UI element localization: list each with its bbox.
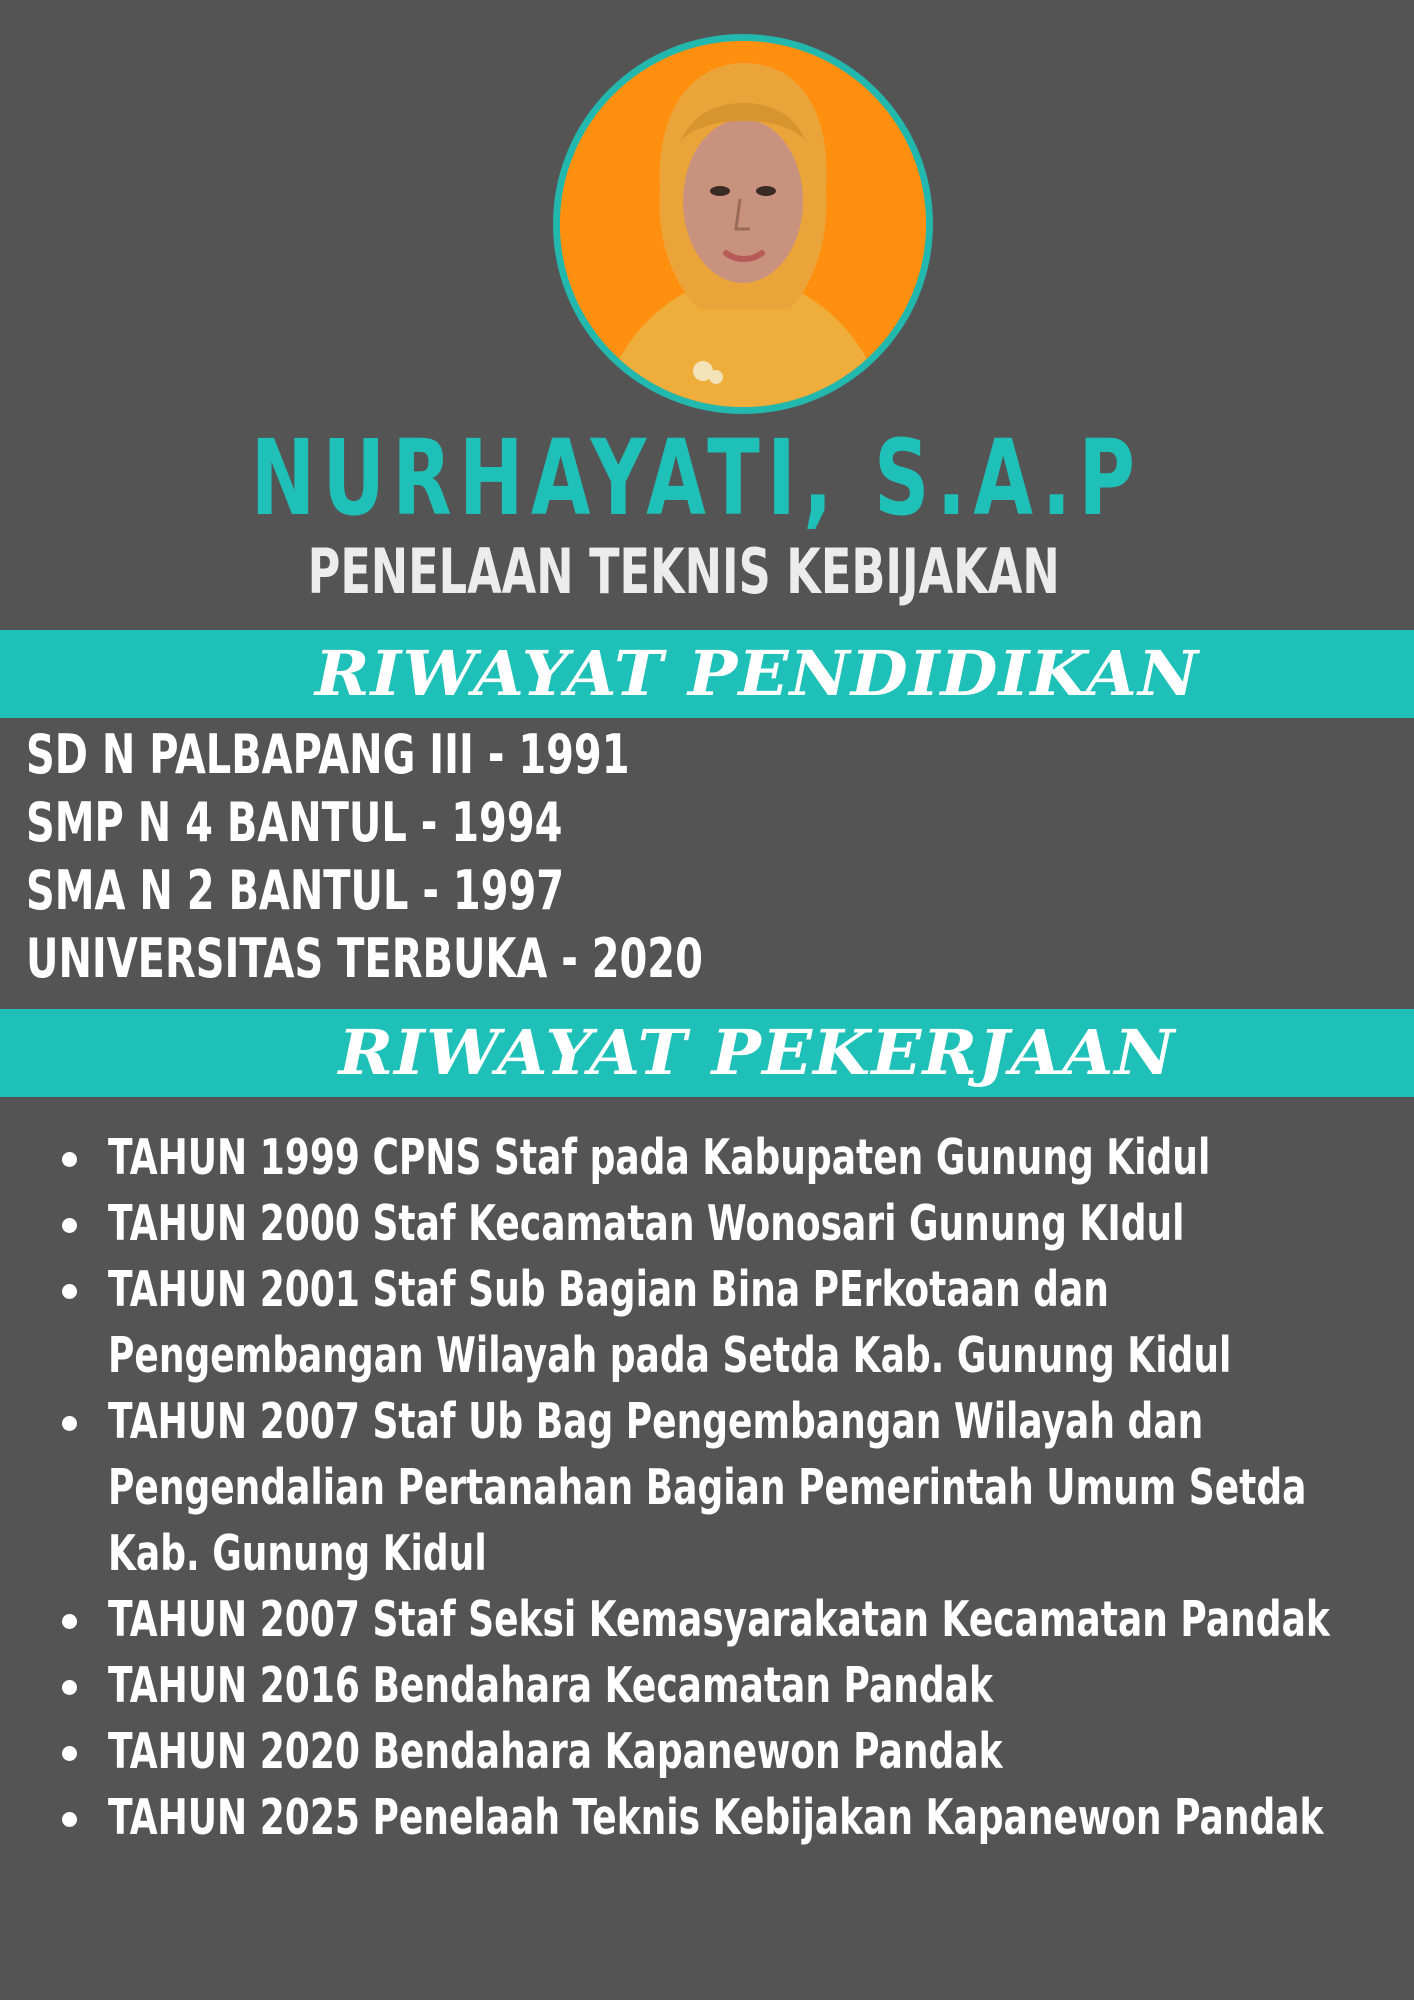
profile-photo-frame <box>553 34 933 414</box>
work-item-text: TAHUN 2000 Staf Kecamatan Wonosari Gunung KIdul <box>108 1195 1185 1252</box>
bullet-icon <box>62 1746 77 1761</box>
work-item <box>52 1719 1382 1785</box>
work-item-text: TAHUN 2001 Staf Sub Bagian Bina PErkotaan dan Pengembangan Wilayah pada Setda Kab. Gunung Kidul <box>108 1261 1232 1384</box>
work-item <box>52 1653 1382 1719</box>
profile-photo <box>560 41 926 407</box>
bullet-icon <box>62 1680 77 1695</box>
education-item: SMP N 4 BANTUL - 1994 <box>26 791 563 854</box>
portrait-photo-icon <box>560 41 926 407</box>
bullet-icon <box>62 1284 77 1299</box>
education-heading: RIWAYAT PENDIDIKAN <box>314 637 1200 710</box>
work-header-band <box>0 1009 1414 1097</box>
work-item <box>52 1389 1382 1587</box>
education-item: SMA N 2 BANTUL - 1997 <box>26 859 565 922</box>
work-heading: RIWAYAT PEKERJAAN <box>338 1016 1176 1089</box>
work-item <box>52 1587 1382 1653</box>
education-item: SD N PALBAPANG III - 1991 <box>26 723 630 786</box>
work-item-text: TAHUN 2007 Staf Seksi Kemasyarakatan Kecamatan Pandak <box>108 1591 1330 1648</box>
work-item-text: TAHUN 1999 CPNS Staf pada Kabupaten Gunung Kidul <box>108 1129 1211 1186</box>
education-list <box>26 721 941 993</box>
work-item-text: TAHUN 2020 Bendahara Kapanewon Pandak <box>108 1723 1003 1780</box>
work-item <box>52 1191 1382 1257</box>
person-name: NURHAYATI, S.A.P <box>250 417 1143 539</box>
work-item-text: TAHUN 2007 Staf Ub Bag Pengembangan Wilayah dan Pengendalian Pertanahan Bagian Pemerintah Umum Setda Kab. Gunung Kidul <box>108 1393 1307 1582</box>
bullet-icon <box>62 1416 77 1431</box>
work-history-list <box>52 1125 1382 1851</box>
work-item <box>52 1125 1382 1191</box>
bullet-icon <box>62 1812 77 1827</box>
work-item <box>52 1785 1382 1851</box>
bullet-icon <box>62 1614 77 1629</box>
education-header-band <box>0 630 1414 718</box>
education-item: UNIVERSITAS TERBUKA - 2020 <box>26 927 703 990</box>
work-item <box>52 1257 1382 1389</box>
work-item-text: TAHUN 2025 Penelaah Teknis Kebijakan Kapanewon Pandak <box>108 1789 1324 1846</box>
bullet-icon <box>62 1152 77 1167</box>
work-item-text: TAHUN 2016 Bendahara Kecamatan Pandak <box>108 1657 993 1714</box>
job-position: PENELAAN TEKNIS KEBIJAKAN <box>307 535 1060 608</box>
bullet-icon <box>62 1218 77 1233</box>
